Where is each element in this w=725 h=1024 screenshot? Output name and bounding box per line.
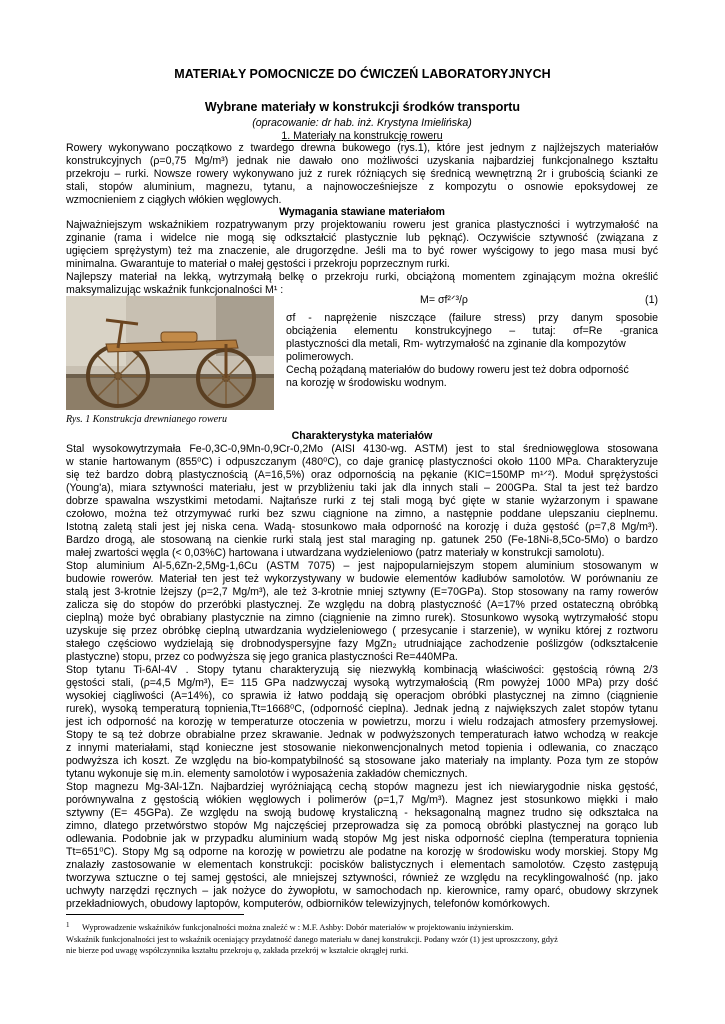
document-subtitle: Wybrane materiały w konstrukcji środków transportu — [204, 100, 521, 114]
formula-explanation-line: Cechą pożądaną materiałów do budowy roweru jest też dobra odporność — [286, 364, 629, 376]
footnote-line: Wskaźnik funkcjonalności jest to wskaźnik oceniający przydatność danego materiału w danej konstrukcji. Podany wzór (1) jest uproszczony, gdyż — [66, 935, 558, 944]
aluminium-line: Stop aluminium Al-5,6Zn-2,5Mg-1,6Cu (ASTM 7075) – jest najpopularniejszym stopem aluminium stosowanym w — [66, 560, 658, 572]
requirements-line: Najlepszy materiał na lekką, wytrzymałą belkę o przekroju rurki, obciążoną momentem zginającym można określić — [66, 271, 658, 283]
titanium-line: tytanu wykonuje się m.in. elementy samolotów i wyposażenia zakładów chemicznych. — [66, 768, 468, 780]
formula: M= σf²ᐟ³/ρ — [420, 294, 468, 306]
formula-explanation-line: polimerowych. — [286, 351, 354, 363]
footnote-marker: 1 — [66, 921, 70, 929]
magnesium-line: przekładniowych, obudowy laptopów, komputerów, odbiorników telewizyjnych, telefonów komórkowych. — [66, 898, 551, 910]
titanium-line: gęstości stali, (ρ=4,5 Mg/m³), E= 115 GPa nadzwyczaj wysoką wytrzymałością (Rm powyżej 1000 MPa) przy dość — [66, 677, 658, 689]
titanium-line: podwyższa ich koszt. Ze względu na bio-kompatybilność są stosowane jako materiały na implanty. Poza tym ze stopów — [66, 755, 658, 767]
wooden-bicycle-photo — [66, 296, 274, 410]
steel-line: Stal wysokowytrzymała Fe-0,3C-0,9Mn-0,9Cr-0,2Mo (AISI 4130-wg. ASTM) jest to stal średniowęglowa stosowana — [66, 443, 658, 455]
formula-explanation-line: σf - naprężenie niszczące (failure stress) przy danym sposobie — [286, 312, 658, 324]
intro-line: stali, stopów aluminium, magnezu, tytanu, a najnowocześniejsze z kompozytu o osnowie epoksydowej ze — [66, 181, 658, 193]
footnote-divider — [66, 914, 244, 915]
intro-line: konstrukcyjnych (ρ=0,75 Mg/m³) jednak nie dawało ono możliwości uzyskania najbardziej funkcjonalnego kształtu — [66, 155, 658, 167]
requirements-line: Najważniejszym wskaźnikiem rozpatrywanym przy projektowaniu roweru jest granica plastyczności i wytrzymałość na — [66, 219, 658, 231]
footnote-line: nie bierze pod uwagę współczynnika kształtu przekroju φ, zakłada przekrój w kształcie okrągłej rurki. — [66, 946, 409, 955]
aluminium-line: stalą jest 3-krotnie lżejszy (ρ=2,7 Mg/m³), ale też 3-krotnie mniej sztywny (E=70GPa). Stop stosowany na ramy rowerów — [66, 586, 658, 598]
magnesium-line: uchwyty narzędzi ręcznych – jak nożyce do żywopłotu, w samochodach np. kierownice, ramy oparć, obudowy skrzynek — [66, 885, 658, 897]
requirements-line: maksymalizując wskaźnik funkcjonalności M¹ : — [66, 284, 284, 296]
aluminium-line: plastyczne) stopu, przez co podwyższa się jego granica plastyczności Re=440MPa. — [66, 651, 458, 663]
characteristics-heading: Charakterystyka materiałów — [291, 430, 433, 442]
section1-heading: 1. Materiały na konstrukcję roweru — [281, 130, 443, 142]
requirements-line: minimalna. Gwarantuje to materiał o małej gęstości i przekroju poprzecznym rurki. — [66, 258, 450, 270]
magnesium-line: sztywny (E= 45GPa). Ze względu na swoją budowę krystaliczną - heksagonalną magnez trudno się odkształca na — [66, 807, 658, 819]
footnote-line: Wyprowadzenie wskaźników funkcjonalności można znaleźć w : M.F. Ashby: Dobór materiałów w projektowaniu inżynierskim. — [82, 923, 514, 932]
titanium-line: jest ich odporność na korozję w temperaturze otoczenia w powietrzu, morzu i wielu rodzajach atmosfery przemysłowej. — [66, 716, 658, 728]
titanium-line: wysokiej ciągliwości (A=14%), co sprawia iż łatwo poddają się operacjom obróbki plastycznej na zimno (ciągnienie — [66, 690, 658, 702]
document-title: MATERIAŁY POMOCNICZE DO ĆWICZEŃ LABORATORYJNYCH — [174, 67, 551, 81]
intro-line: Rowery wykonywano początkowo z twardego drewna bukowego (rys.1), które jest jednym z najlżejszych materiałów — [66, 142, 658, 154]
aluminium-line: budowie rowerów. Materiał ten jest też wykorzystywany w budowie elementów kadłubów samolotów. W porównaniu ze — [66, 573, 658, 585]
formula-explanation-line: na korozję w środowisku wodnym. — [286, 377, 447, 389]
formula-explanation-line: obciążenia elementu konstrukcyjnego – tutaj: σf=Re -granica — [286, 325, 658, 337]
steel-line: dobrze spawalna wszystkimi metodami. Najtańsze rurki z tej stali mogą być gięte w stanie wyżarzonym i spawane — [66, 495, 658, 507]
formula-number: (1) — [645, 294, 658, 306]
steel-line: się też bardzo dobrą plastycznością (A=16,5%) oraz odpornością na pękanie (KIC=150MP m¹ᐟ²). Moduł sprężystości — [66, 469, 658, 481]
magnesium-line: znalazły zastosowanie w elementach konstrukcji: pocisków balistycznych i elementach samolotów. Często zastępują — [66, 859, 658, 871]
aluminium-line: uzyskuje się przez obróbkę cieplną utwardzania wydzieleniowego ( przesycanie i starzenie), w wyniku której z roztworu — [66, 625, 658, 637]
magnesium-line: zimno, dlatego przetwórstwo stopów Mg najczęściej przeprowadza się za pomocą obróbki plastycznej na gorąco lub — [66, 820, 658, 832]
steel-line: Bardzo drogą, ale stosowaną na cienkie rurki stalą jest stal maraging np. gatunek 250 (Fe-18Ni-8,5Co-5Mo) o bardzo — [66, 534, 658, 546]
requirements-line: ugięciem sprężystym) też ma znaczenie, ale drugorzędne. Jeśli ma to być rower wyścigowy to jego masa musi być — [66, 245, 658, 257]
titanium-line: Stopy te są też dobrze obrabialne przez skrawanie. Jednak w podwyższonych temperaturach łatwo wchodzą w reakcje — [66, 729, 658, 741]
titanium-line: z innymi materiałami, stąd konieczne jest stosowanie niekonwencjonalnych metod topienia i odlewania, co znacząco — [66, 742, 658, 754]
magnesium-line: Tt=651⁰C). Stopy Mg są odporne na korozję w powietrzu ale podatne na korozję w środowisku wody morskiej. Stopy Mg — [66, 846, 658, 858]
requirements-line: zginanie (rama i widelce nie mogą się odkształcić plastycznie lub pęknąć). Oczywiście sztywność (związana z — [66, 232, 658, 244]
aluminium-line: cieplną) może być obrabiany plastycznie na zimno (ciągnienie na zimno rurek). Stosunkowo wysoką wytrzymałość stopu — [66, 612, 658, 624]
aluminium-line: stałego częściowo wydzielają się drobnodyspersyjne fazy MgZn₂ utrudniające zachodzenie poślizgów (odkształcenie — [66, 638, 658, 650]
steel-line: czołowo, można też otrzymywać rurki bez szwu ciągnione na zimno, a następnie poddane ulepszaniu cieplnemu. — [66, 508, 658, 520]
steel-line: małej zwartości węgla (< 0,03%C) hartowana i utwardzana wydzieleniowo (patrz materiały w konstrukcji samolotu). — [66, 547, 605, 559]
titanium-line: rurek), wysoką temperaturą topnienia,Tt=1668⁰C, (odporność cieplna). Jednak jedną z największych zalet stopów tytanu — [66, 703, 658, 715]
intro-line: przekroju – rurki. Nowsze rowery wykonywano już z rurek różniących się średnicą wewnętrzną 2r i grubością ścianki ze — [66, 168, 658, 180]
aluminium-line: zalicza się do stopów do przeróbki plastycznej. Ze względu na dobrą plastyczność (A=17% przed ostateczną obróbką — [66, 599, 658, 611]
requirements-heading: Wymagania stawiane materiałom — [279, 206, 445, 218]
figure-caption: Rys. 1 Konstrukcja drewnianego roweru — [66, 414, 228, 425]
steel-line: w stanie hartowanym (855⁰C) i odpuszczanym (480⁰C), co daje granicę plastyczności około 1100 MPa. Charakteryzuje — [66, 456, 658, 468]
author-note: (opracowanie: dr hab. inż. Krystyna Imielińska) — [252, 117, 472, 129]
magnesium-line: porównywalna z gęstością włókien węglowych i polimerów (ρ=1,7 Mg/m³). Magnez jest stosunkowo miękki i mało — [66, 794, 658, 806]
magnesium-line: Stop magnezu Mg-3Al-1Zn. Najbardziej wyróżniającą cechą stopów magnezu jest ich niewiarygodnie niska gęstość, — [66, 781, 658, 793]
titanium-line: Stop tytanu Ti-6Al-4V . Stopy tytanu charakteryzują się niezwykłą kombinacją właściwości: gęstością równą 2/3 — [66, 664, 658, 676]
magnesium-line: tworzywa sztuczne o tej samej gęstości, ale mniejszej sztywności, również ze względu na recyklingowalność (np. jako — [66, 872, 658, 884]
wooden-bicycle-illustration — [66, 296, 274, 410]
intro-line: wzmocnieniem z ciągłych włókien węglowych. — [66, 194, 282, 206]
magnesium-line: odlewania. Podobnie jak w przypadku aluminium wadą stopów Mg jest niska odporność cieplna (temperatura topnienia — [66, 833, 658, 845]
formula-explanation-line: plastyczności dla metali, Rm- wytrzymałość na zginanie dla kompozytów — [286, 338, 626, 350]
steel-line: (Young'a), miara sztywności materiału, jest w przybliżeniu taki jak dla innych stali – 200GPa. Stal ta jest też bardzo — [66, 482, 658, 494]
steel-line: Istotną zaletą stali jest jej niska cena. Wadą- stosunkowo mała odporność na korozję i duża gęstość (ρ=7,8 Mg/m³). — [66, 521, 658, 533]
